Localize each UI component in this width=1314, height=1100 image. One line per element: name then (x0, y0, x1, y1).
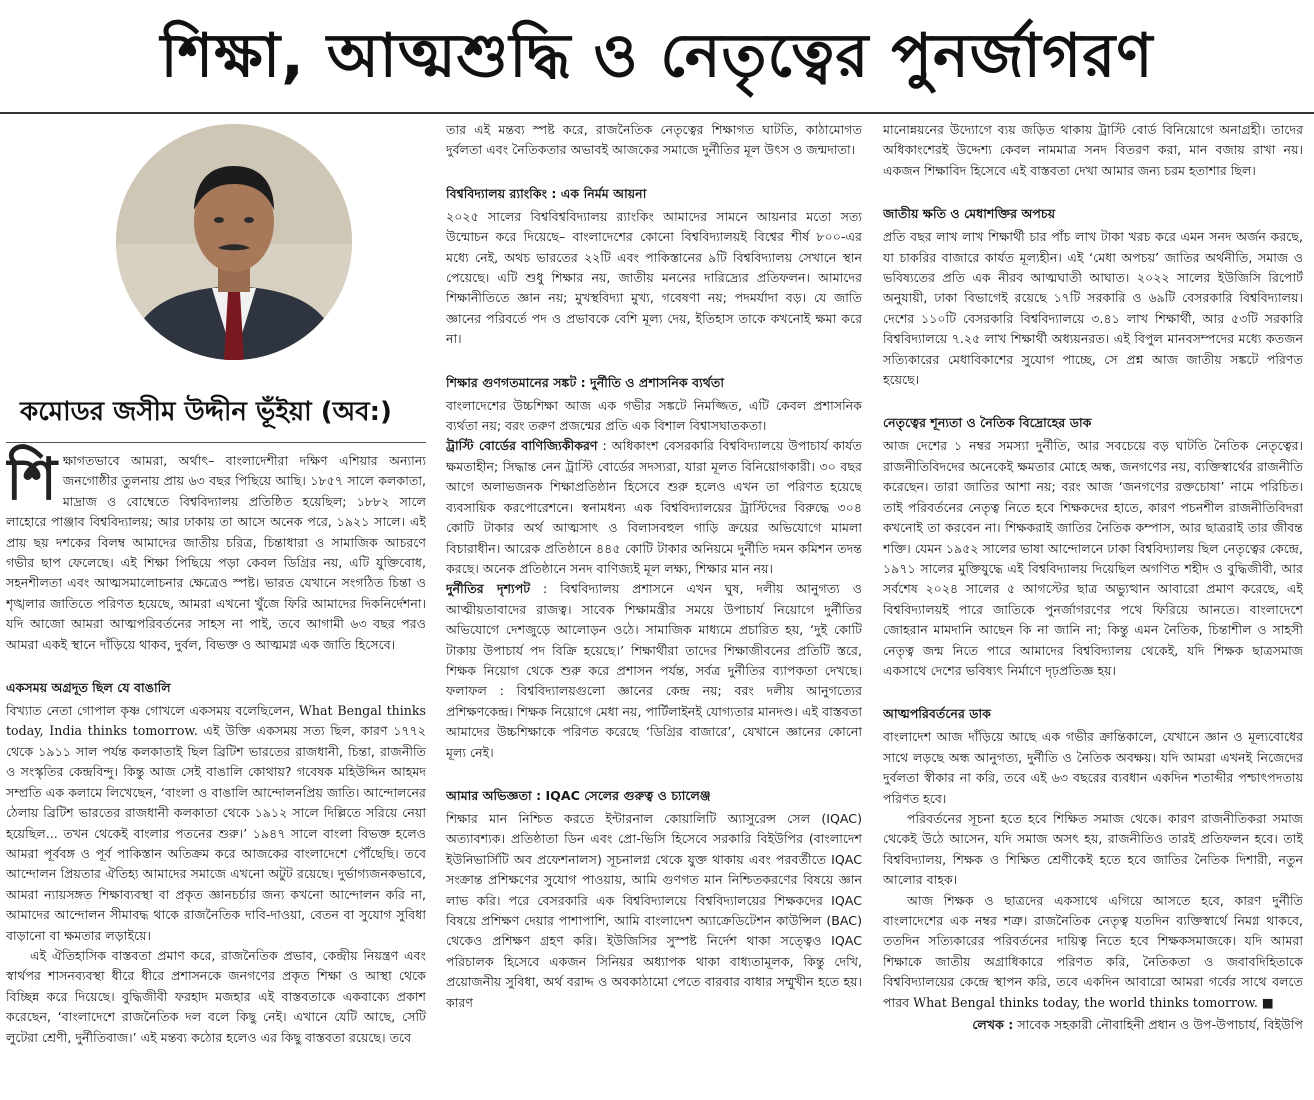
closing-quote: What Bengal thinks today, the world thinks tomorrow. (913, 994, 1258, 1010)
section-heading-iqac: আমার অভিজ্ঞতা : IQAC সেলের গুরুত্ব ও চ্যালেঞ্জ (446, 787, 711, 803)
bengal-paragraph-2: এই ঐতিহাসিক বাস্তবতা প্রমাণ করে, রাজনৈতিক প্রভাব, কেন্দ্রীয় নিয়ন্ত্রণ এবং স্বার্থপর শাসনব্যবস্থা ধীরে ধীরে প্রশাসনকে জনগণের প্রকৃত শিক্ষা ও আস্থা থেকে বিচ্ছিন্ন করে দিয়েছে। বুদ্ধিজীবী ফরহাদ মজহার এই বাস্তবতাকে একবাক্যে প্রকাশ করেছেন, ‘বাংলাদেশে রাজনৈতিক দল বলে কিছু নেই। এখানে যেটি আছে, সেটি লুটেরা শ্রেণী, দুর্নীতিবাজ।’ এই মন্তব্য কঠোর হলেও এর কিছু বাস্তবতা রয়েছে। তবে (6, 947, 426, 1045)
author-photo (116, 124, 352, 360)
trustee-paragraph (446, 436, 862, 579)
intro-text: ক্ষাগতভাবে আমরা, অর্থাৎ– বাংলাদেশীরা দক্ষিণ এশিয়ার অন্যান্য জনগোষ্ঠীর তুলনায় প্রায় ৬৩ বছর পিছিয়ে আছি। ১৮৫৭ সালে কলকাতা, মাদ্রাজ ও বোম্বেতে বিশ্ববিদ্যালয় প্রতিষ্ঠিত হয়েছিল; ১৮৮২ সালে লাহোরে পাঞ্জাব বিশ্ববিদ্যালয়; আর ঢাকায় তা আসে অনেক পরে, ১৯২১ সালে। এই প্রায় ছয় দশকের বিলম্ব আমাদের জাতীয় চরিত্র, চিন্তাধারা ও সামাজিক আচরণে গভীর ছাপ ফেলেছে। এই শিক্ষা পিছিয়ে পড়া কেবল ডিগ্রির নয়, এটি যুক্তিবোধ, সহনশীলতা এবং আত্মসমালোচনার ক্ষেত্রেও স্পষ্ট। ভারত যেখানে সংগঠিত চিন্তা ও শৃঙ্খলার জাতিতে পরিণত হয়েছে, আমরা এখনো খুঁজে ফিরি আমাদের দিকনির্দেশনা। যদি আজো আমরা আত্মপরিবর্তনের সাহস না পাই, তবে আগামী ৬৩ বছর পরও আমরা একই স্থানে দাঁড়িয়ে থাকব, দুর্বল, বিভক্ত ও আত্মমগ্ন এক জাতি হিসেবে। (6, 453, 426, 652)
change-paragraph-3 (883, 891, 1303, 1013)
leadership-paragraph: আজ দেশের ১ নম্বর সমস্যা দুর্নীতি, আর সবচেয়ে বড় ঘাটতি নৈতিক নেতৃত্বের। রাজনীতিবিদদের অনেকেই ক্ষমতার মোহে অন্ধ, জনগণের নয়, ব্যক্তিস্বার্থের রাজনীতি করেছেন। তারা জাতির আশা নয়; বরং আজ ‘জনগণের রক্তচোষা’ নামে পরিচিত। তাই পরিবর্তনের নেতৃত্ব নিতে হবে শিক্ষকদের হাতে, কারণ পচনশীল রাজনীতিবিদরা কখনোই তা করবেন না। শিক্ষকরাই জাতির নৈতিক কম্পাস, আর ছাত্ররাই তার জীবন্ত শক্তি। যেমন ১৯৫২ সালের ভাষা আন্দোলনে ঢাকা বিশ্ববিদ্যালয় ছিল নেতৃত্বের কেন্দ্রে, ১৯৭১ সালের মুক্তিযুদ্ধে এই বিশ্ববিদ্যালয় দিয়েছিল অগণিত শহীদ ও বুদ্ধিজীবী, আর সর্বশেষ ২০২৪ সালের ৫ আগস্টের ছাত্র অভ্যুত্থান আবারো প্রমাণ করেছে, এই বিশ্ববিদ্যালয়ই পারে জাতিকে পুনর্জাগরণের পথে ফিরিয়ে আনতে। বাংলাদেশে জোহরান মামদানি আছেন কি না জানি না; কিন্তু এমন নৈতিক, চিন্তাশীল ও সাহসী নেতৃত্ব জন্ম নিতে পারে আমাদের বিশ্ববিদ্যালয় থেকেই, যদি শিক্ষক ছাত্রসমাজ একসাথে দেশের ভবিষ্যৎ নির্মাণে দৃঢ়প্রতিজ্ঞ হয়। (883, 438, 1303, 678)
headline-rule (0, 112, 1314, 114)
section-heading-change: আত্মপরিবর্তনের ডাক (883, 706, 991, 722)
change-paragraph-1: বাংলাদেশ আজ দাঁড়িয়ে আছে এক গভীর ক্রান্তিকালে, যেখানে জ্ঞান ও মূল্যবোধের সাথে লড়ছে অন্ধ আনুগত্য, দুর্নীতি ও নৈতিক অবক্ষয়। যদি আমরা এখনই নিজেদের দুর্বলতা স্বীকার না করি, তবে এই ৬৩ বছরের ব্যবধান একদিন শতাব্দীর পশ্চাৎপদতায় পরিণত হবে। (883, 729, 1303, 806)
section-heading-leadership: নেতৃত্বের শূন্যতা ও নৈতিক বিদ্রোহের ডাক (883, 415, 1092, 431)
trustee-label: ট্রাস্টি বোর্ডের বাণিজ্যিকীকরণ (446, 438, 598, 454)
ranking-paragraph: ২০২৫ সালের বিশ্ববিশ্ববিদ্যালয় র‍্যাংকিং আমাদের সামনে আয়নার মতো সত্য উন্মোচন করে দিয়েছে– বাংলাদেশের কোনো বিশ্ববিদ্যালয়ই বিশ্বের শীর্ষ ৮০০-এর মধ্যে নেই, অথচ ভারতের ২২টি এবং পাকিস্তানের ৯টি বিশ্ববিদ্যালয় সেখানে স্থান পেয়েছে। এটি শুধু শিক্ষার নয়, জাতীয় মননের দারিদ্র্যের প্রতিফলন। আমাদের শিক্ষানীতিতে জ্ঞান নয়; মুখস্থবিদ্যা মুখ্য, গবেষণা নয়; পদমর্যাদা বড়। যে জাতি জ্ঞানের পরিবর্তে পদ ও প্রভাবকে বেশি মূল্য দেয়, ইতিহাস তাকে কখনোই ক্ষমা করে না। (446, 208, 862, 347)
section-heading-loss: জাতীয় ক্ষতি ও মেধাশক্তির অপচয় (883, 206, 1056, 222)
corruption-label: দুর্নীতির দৃশ্যপট (446, 581, 531, 597)
column-3-lead: মানোন্নয়নের উদ্যোগে ব্যয় জড়িত থাকায় ট্রাস্টি বোর্ড বিনিয়োগে অনাগ্রহী। তাদের অধিকাংশেরই উদ্দেশ্য কেবল নামমাত্র সনদ বিতরণ করা, মান বজায় রাখা নয়। একজন শিক্ষাবিদ হিসেবে এই বাস্তবতা দেখা আমার জন্য চরম হতাশার ছিল। (883, 122, 1303, 178)
change-paragraph-2: পরিবর্তনের সূচনা হতে হবে শিক্ষিত সমাজ থেকে। কারণ রাজনীতিকরা সমাজ থেকেই উঠে আসেন, যদি সমাজ অসৎ হয়, রাজনীতিও তারই প্রতিফলন হবে। তাই বিশ্ববিদ্যালয়, শিক্ষক ও শিক্ষিত শ্রেণীকেই হতে হবে জাতির নৈতিক দিশারী, নতুন আলোর বাহক। (883, 810, 1303, 888)
bengal-paragraph-1 (6, 701, 426, 946)
section-heading-quality: শিক্ষার গুণগতমানের সঙ্কট : দুর্নীতি ও প্রশাসনিক ব্যর্থতা (446, 374, 724, 390)
bengal-text-b: এই উক্তি একসময় সত্য ছিল, কারণ ১৭৭২ থেকে ১৯১১ সাল পর্যন্ত কলকাতাই ছিল ব্রিটিশ ভারতের রাজধানী, চিন্তা, রাজনীতি ও সংস্কৃতির কেন্দ্রবিন্দু। কিন্তু আজ সেই বাঙালি কোথায়? গবেষক মহিউদ্দিন আহমদ সম্প্রতি এক কলামে লিখেছেন, ‘বাংলা ও বাঙালি আন্দোলনপ্রিয় জাতি। আন্দোলনের ঠেলায় ব্রিটিশ ভারতের রাজধানী কলকাতা থেকে ১৯১২ সালে দিল্লিতে সরিয়ে নেয়া হয়েছিল... তখন থেকেই বাংলার পতনের শুরু।’ ১৯৪৭ সালে বাংলা বিভক্ত হলেও আমরা পূর্ববঙ্গ ও পূর্ব পাকিস্তান অতিক্রম করে আজকের বাংলাদেশে পৌঁছেছি। তবে আন্দোলন প্রিয়তার ঐতিহ্য আমাদের সমাজে এখনো অটুট রয়েছে। দুর্ভাগ্যজনকভাবে, আমরা ন্যায়সঙ্গত শিক্ষাব্যবস্থা বা প্রকৃত জ্ঞানচর্চার জন্য কখনো আন্দোলন করি না, আমাদের আন্দোলন সীমাবদ্ধ থাকে রাজনৈতিক দাবি-দাওয়া, বেতন বা সুযোগ সুবিধা বাড়ানো বা ক্ষমতার লড়াইয়ে। (6, 723, 426, 943)
author-portrait-icon (116, 124, 352, 360)
bengal-text-a: বিখ্যাত নেতা গোপাল কৃষ্ণ গোখলে একসময় বলেছিলেন, (6, 703, 299, 719)
author-name: কমোডর জসীম উদ্দীন ভূঁইয়া (অব:) (20, 397, 392, 427)
loss-paragraph: প্রতি বছর লাখ লাখ শিক্ষার্থী চার পাঁচ লাখ টাকা খরচ করে এমন সনদ অর্জন করছে, যা চাকরির বাজারে কার্যত মূল্যহীন। এই ‘মেধা অপচয়’ জাতির অর্থনীতি, সমাজ ও ভবিষ্যতের প্রতি এক নীরব আত্মঘাতী আঘাত। ২০২২ সালের ইউজিসি রিপোর্ট অনুযায়ী, ঢাকা বিভাগেই রয়েছে ১৭টি সরকারি ও ৬৯টি বেসরকারি বিশ্ববিদ্যালয়। দেশের ১১০টি বেসরকারি বিশ্ববিদ্যালয়ে ৩.৪১ লাখ শিক্ষার্থী, আর ৫৩টি সরকারি বিশ্ববিদ্যালয়ে ৭.২৫ লাখ শিক্ষার্থী অধ্যয়নরত। এই বিপুল মানবসম্পদের মধ্যে কতজন সত্যিকারের মেধাবিকাশের সুযোগ পাচ্ছে, সে প্রশ্ন আজ জাতীয় সঙ্কটে পরিণত হয়েছে। (883, 229, 1303, 388)
end-mark: ■ (1261, 994, 1274, 1010)
corruption-paragraph (446, 579, 862, 763)
column-2-lead: তার এই মন্তব্য স্পষ্ট করে, রাজনৈতিক নেতৃত্বের শিক্ষাগত ঘাটতি, কাঠামোগত দুর্বলতা এবং নৈতিকতার অভাবই আজকের সমাজে দুর্নীতির মূল উৎস ও জন্মদাতা। (446, 122, 862, 158)
column-1 (6, 120, 426, 1095)
section-heading-ranking: বিশ্ববিদ্যালয় র‍্যাংকিং : এক নির্মম আয়না (446, 185, 647, 201)
iqac-paragraph: শিক্ষার মান নিশ্চিত করতে ইন্টারনাল কোয়ালিটি অ্যাসুরেন্স সেল (IQAC) অত্যাবশ্যক। প্রতিষ্ঠাতা ডিন এবং প্রো-ভিসি হিসেবে সরকারি বিইউপির (বাংলাদেশ ইউনিভার্সিটি অব প্রফেশনালস) সূচনালগ্ন থেকে যুক্ত থাকায় এবং পরবর্তীতে IQAC সংক্রান্ত প্রশিক্ষণের সুযোগ পাওয়ায়, আমি গুণগত মান নিশ্চিতকরণের বিষয়ে জ্ঞান লাভ করি। পরে বেসরকারি এক বিশ্ববিদ্যালয়ে বিশ্ববিদ্যালয়ের শিক্ষকদের IQAC বিষয়ে প্রশিক্ষণ দেয়ার পাশাপাশি, আমি বাংলাদেশ অ্যাক্রেডিটেশন কাউন্সিল (BAC) থেকেও প্রশিক্ষণ গ্রহণ করি। ইউজিসির সুস্পষ্ট নির্দেশ থাকা সত্ত্বেও IQAC পরিচালক হিসেবে একজন সিনিয়র অধ্যাপক থাকা বাধ্যতামূলক, কিন্তু দেখি, প্রয়োজনীয় সুবিধা, অর্থ বরাদ্দ ও অবকাঠামো পেতে বারবার বাধার সম্মুখীন হতে হয়। কারণ (446, 810, 862, 1010)
intro-paragraph (6, 445, 426, 655)
quality-paragraph: বাংলাদেশের উচ্চশিক্ষা আজ এক গভীর সঙ্কটে নিমজ্জিত, এটি কেবল প্রশাসনিক ব্যর্থতা নয়; বরং তরুণ প্রজন্মের প্রতি এক বিশাল বিশ্বাসঘাতকতা। (446, 397, 862, 434)
drop-cap: শি (6, 445, 57, 513)
corruption-text: : বিশ্ববিদ্যালয় প্রশাসনে এখন ঘুষ, দলীয় আনুগত্য ও আত্মীয়তাবাদের রাজত্ব। সাবেক শিক্ষামন্ত্রীর সময়ে উপাচার্য নিয়োগে দুর্নীতির অভিযোগে দেশজুড়ে আলোড়ন ওঠে। সামাজিক মাধ্যমে প্রচারিত হয়, ‘দুই কোটি টাকায় উপাচার্য পদ বিক্রি হয়েছে।’ শিক্ষার্থীরা তাদের শিক্ষাজীবনের প্রতিটি স্তরে, শিক্ষক নিয়োগ থেকে শুরু করে প্রশাসন পর্যন্ত, সর্বত্র দুর্নীতির ব্যাপকতা দেখছে। ফলাফল : বিশ্ববিদ্যালয়গুলো জ্ঞানের কেন্দ্র নয়; বরং দলীয় আনুগত্যের প্রশিক্ষণকেন্দ্র। শিক্ষক নিয়োগে মেধা নয়, পার্টিলাইনই যোগ্যতার মানদণ্ড। এই বাস্তবতা আমাদের উচ্চশিক্ষাকে পরিণত করেছে ‘ডিগ্রির বাজারে’, যেখানে জ্ঞানের কোনো মূল্য নেই। (446, 581, 862, 760)
byline-rule (6, 442, 426, 443)
change-text-3: আজ শিক্ষক ও ছাত্রদের একসাথে এগিয়ে আসতে হবে, কারণ দুর্নীতি বাংলাদেশের এক নম্বর শত্রু। রাজনৈতিক নেতৃত্ব যতদিন ব্যক্তিস্বার্থে নিমগ্ন থাকবে, ততদিন সত্যিকারের পরিবর্তনের দায়িত্ব নিতে হবে শিক্ষকসমাজকে। যদি আমরা শিক্ষাকে জাতীয় অগ্রাধিকারে পরিণত করি, নৈতিকতা ও জবাবদিহিতাকে বিশ্ববিদ্যালয়ের কেন্দ্রে স্থাপন করি, তবে একদিন আবারো আমরা গর্বের সাথে বলতে পারব (883, 892, 1303, 1010)
writer-label: লেখক : (972, 1017, 1014, 1033)
column-3 (883, 120, 1303, 1095)
writer-note (883, 1015, 1303, 1035)
column-2 (446, 120, 862, 1095)
writer-text: সাবেক সহকারী নৌবাহিনী প্রধান ও উপ-উপাচার্য, বিইউপি (1013, 1017, 1303, 1033)
gokhale-quote: What Bengal thinks today, India thinks tomorrow. (6, 703, 426, 739)
section-heading-bengal: একসময় অগ্রদূত ছিল যে বাঙালি (6, 680, 171, 696)
headline: শিক্ষা, আত্মশুদ্ধি ও নেতৃত্বের পুনর্জাগরণ (160, 21, 1154, 91)
trustee-text: : অধিকাংশ বেসরকারি বিশ্ববিদ্যালয়ে উপাচার্য কার্যত ক্ষমতাহীন; সিদ্ধান্ত নেন ট্রাস্টি বোর্ডের সদস্যরা, যারা মূলত বিনিয়োগকারী। ৩০ বছর আগে অলাভজনক শিক্ষাপ্রতিষ্ঠান হিসেবে শুরু হলেও এখন তা পরিণত হয়েছে ব্যবসায়িক করপোরেশনে। স্বনামধন্য এক বিশ্ববিদ্যালয়ের ট্রাস্টিদের বিরুদ্ধে ৩০৪ কোটি টাকার অর্থ আত্মসাৎ ও বিলাসবহুল গাড়ি ক্রয়ের অভিযোগে মামলা বিচারাধীন। আরেক প্রতিষ্ঠানে ৪৪৫ কোটি টাকার অনিয়মে দুর্নীতি দমন কমিশন তদন্ত করছে। অনেক প্রতিষ্ঠানে সনদ বাণিজ্যই মূল লক্ষ্য, শিক্ষার মান নয়। (446, 438, 862, 576)
